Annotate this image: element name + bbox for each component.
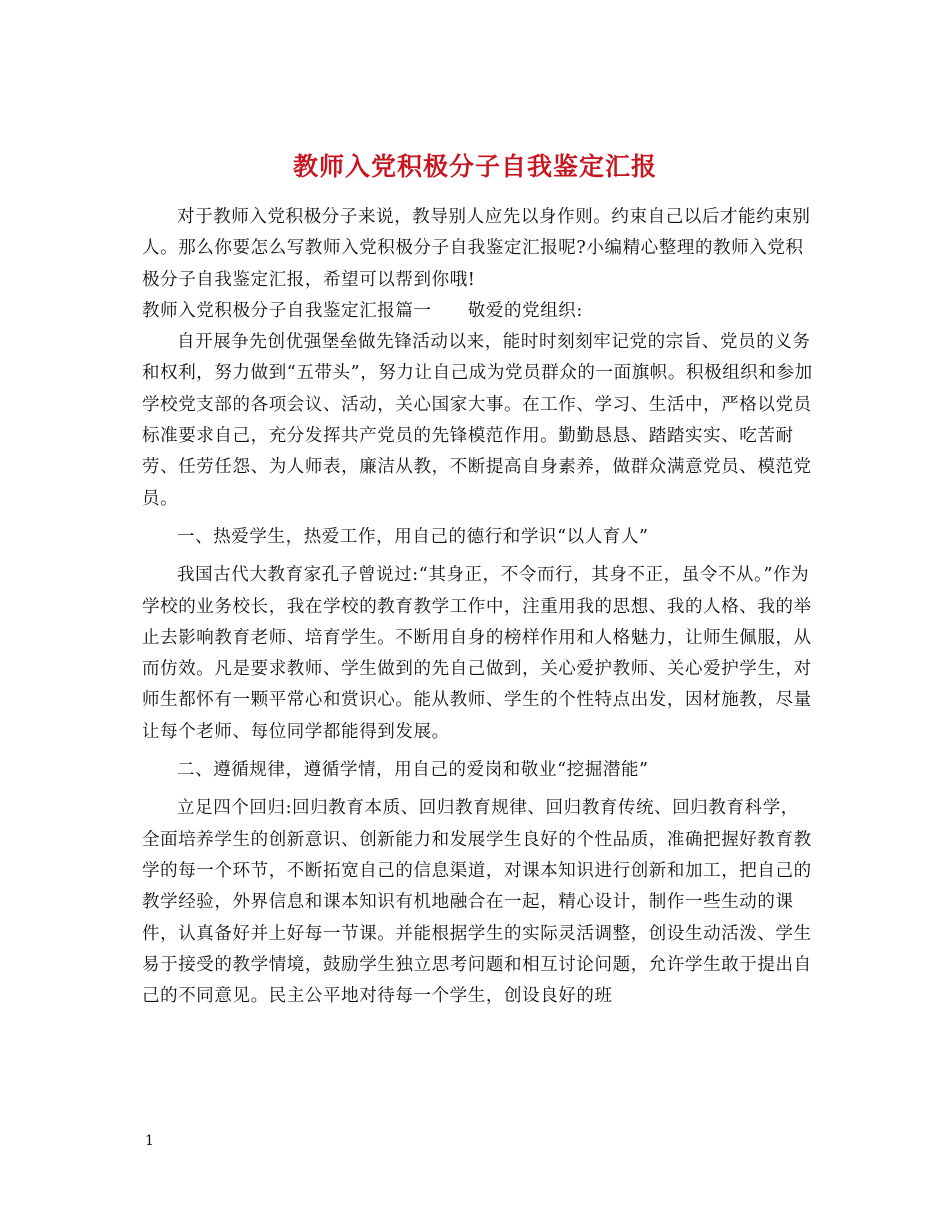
document-body bbox=[142, 202, 814, 1012]
page-number: 1 bbox=[145, 1133, 154, 1149]
section-heading-1: 一、热爱学生，热爱工作，用自己的德行和学识“以人育人” bbox=[177, 526, 649, 547]
intro-paragraph: 对于教师入党积极分子来说，教导别人应先以身作则。约束自己以后才能约束别人。那么你要怎么写教师入党积极分子自我鉴定汇报呢?小编精心整理的教师入党积极分子自我鉴定汇报，希望可以帮到你哦! bbox=[142, 207, 811, 290]
body-paragraph-1: 自开展争先创优强堡垒做先锋活动以来，能时时刻刻牢记党的宗旨、党员的义务和权利，努力做到“五带头”，努力让自己成为党员群众的一面旗帜。积极组织和参加学校党支部的各项会议、活动，关心国家大事。在工作、学习、生活中，严格以党员标准要求自己，充分发挥共产党员的先锋模范作用。勤勤恳恳、踏踏实实、吃苦耐劳、任劳任怨、为人师表，廉洁从教，不断提高自身素养，做群众满意党员、模范党员。 bbox=[142, 332, 813, 509]
body-paragraph-3: 立足四个回归:回归教育本质、回归教育规律、回归教育传统、回归教育科学，全面培养学生的创新意识、创新能力和发展学生良好的个性品质，准确把握好教育教学的每一个环节，不断拓宽自己的信息渠道，对课本知识进行创新和加工，把自己的教学经验，外界信息和课本知识有机地融合在一起，精心设计，制作一些生动的课件，认真备好并上好每一节课。并能根据学生的实际灵活调整，创设生动活泼、学生易于接受的教学情境，鼓励学生独立思考问题和相互讨论问题，允许学生敢于提出自己的不同意见。民主公平地对待每一个学生，创设良好的班 bbox=[142, 798, 812, 1007]
page-title: 教师入党积极分子自我鉴定汇报 bbox=[292, 151, 657, 181]
body-paragraph-2: 我国古代大教育家孔子曾说过:“其身正，不令而行，其身不正，虽令不从。”作为学校的业务校长，我在学校的教育教学工作中，注重用我的思想、我的人格、我的举止去影响教育老师、培育学生。不断用自身的榜样作用和人格魅力，让师生佩服，从而仿效。凡是要求教师、学生做到的先自己做到，关心爱护教师、关心爱护学生，对师生都怀有一颗平常心和赏识心。能从教师、学生的个性特点出发，因材施教，尽量让每个老师、每位同学都能得到发展。 bbox=[142, 565, 812, 742]
subtitle-line: 教师入党积极分子自我鉴定汇报篇一 敬爱的党组织: bbox=[142, 300, 583, 321]
section-heading-2: 二、遵循规律，遵循学情，用自己的爱岗和敬业“挖掘潜能” bbox=[177, 760, 649, 781]
